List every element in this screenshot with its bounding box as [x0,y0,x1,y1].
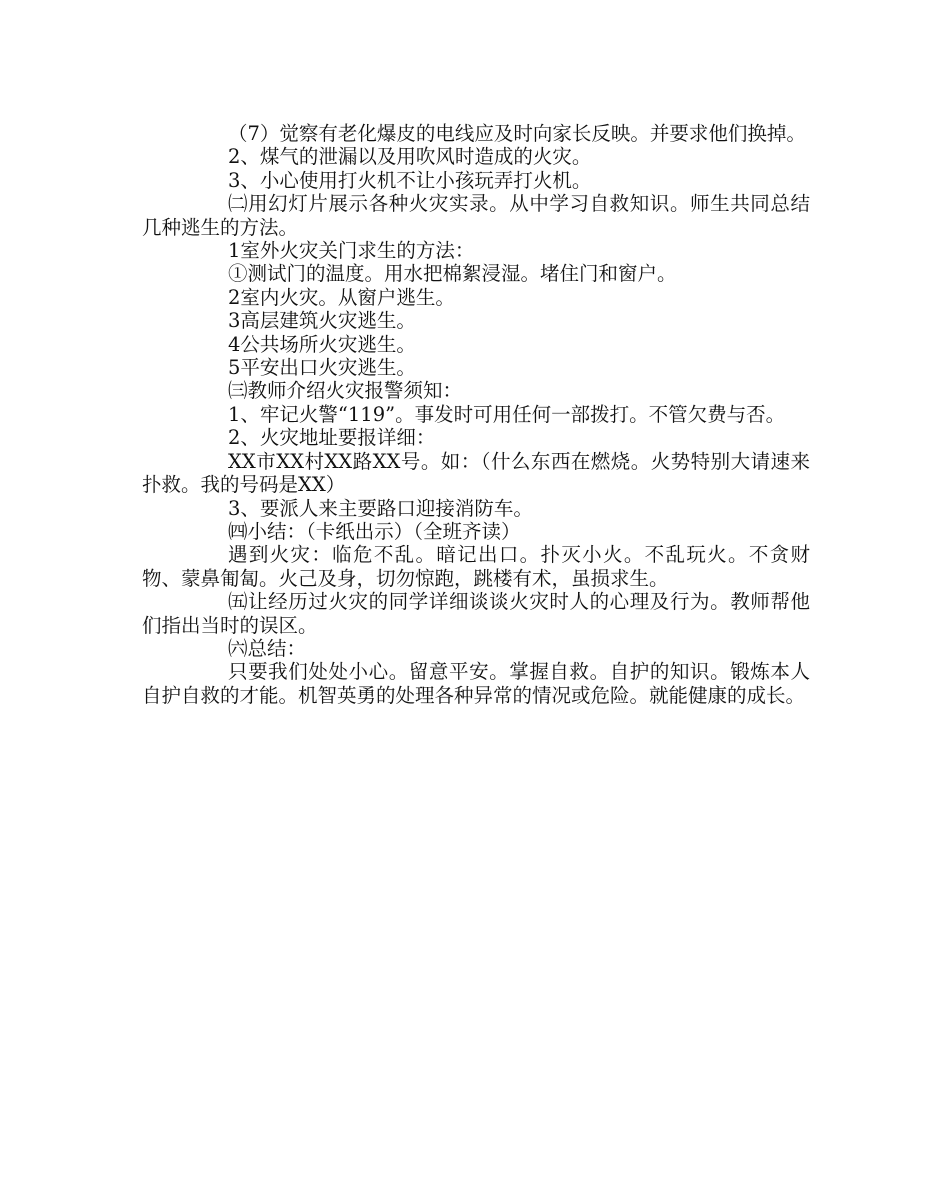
paragraph-outdoor-fire: 1室外火灾关门求生的方法： [228,239,475,263]
paragraph-indoor-fire: 2室内火灾。从窗户逃生。 [228,285,455,309]
paragraph-call-119: 1、牢记火警“119”。事发时可用任何一部拨打。不管欠费与否。 [228,402,786,426]
paragraph-alarm-notice: ㈢教师介绍火灾报警须知： [228,379,463,403]
paragraph-experience-share: ㈤让经历过火灾的同学详细谈谈火灾时人的心理及行为。教师帮他们指出当时的误区。 [142,590,810,637]
document-body [142,122,810,707]
paragraph-address-detail: 2、火灾地址要报详细： [228,426,436,450]
paragraph-fire-rules: 遇到火灾：临危不乱。暗记出口。扑灭小火。不乱玩火。不贪财物、蒙鼻匍匐。火己及身，切勿惊跑，跳楼有术，虽损求生。 [142,543,810,590]
paragraph-address-example: XX市XX村XX路XX号。如：（什么东西在燃烧。火势特别大请速来扑救。我的号码是XX） [142,449,810,497]
paragraph-highrise-fire: 3高层建筑火灾逃生。 [228,309,416,333]
paragraph-wire-aging: （7）觉察有老化爆皮的电线应及时向家长反映。并要求他们换掉。 [228,122,806,145]
paragraph-gas-leak: 2、煤气的泄漏以及用吹风时造成的火灾。 [228,145,592,169]
paragraph-door-test: ①测试门的温度。用水把棉絮浸湿。堵住门和窗户。 [228,262,677,286]
paragraph-lighter: 3、小心使用打火机不让小孩玩弄打火机。 [228,168,592,192]
paragraph-conclusion-heading: ㈥总结： [228,636,307,660]
paragraph-exit-fire: 5平安出口火灾逃生。 [228,356,416,380]
paragraph-meet-firetruck: 3、要派人来主要路口迎接消防车。 [228,496,533,520]
paragraph-summary-heading: ㈣小结：（卡纸出示）（全班齐读） [228,519,521,543]
paragraph-public-fire: 4公共场所火灾逃生。 [228,332,416,356]
paragraph-conclusion: 只要我们处处小心。留意平安。掌握自救。自护的知识。锻炼本人自护自救的才能。机智英勇的处理各种异常的情况或危险。就能健康的成长。 [142,660,810,707]
paragraph-slides: ㈡用幻灯片展示各种火灾实录。从中学习自救知识。师生共同总结几种逃生的方法。 [142,192,810,239]
